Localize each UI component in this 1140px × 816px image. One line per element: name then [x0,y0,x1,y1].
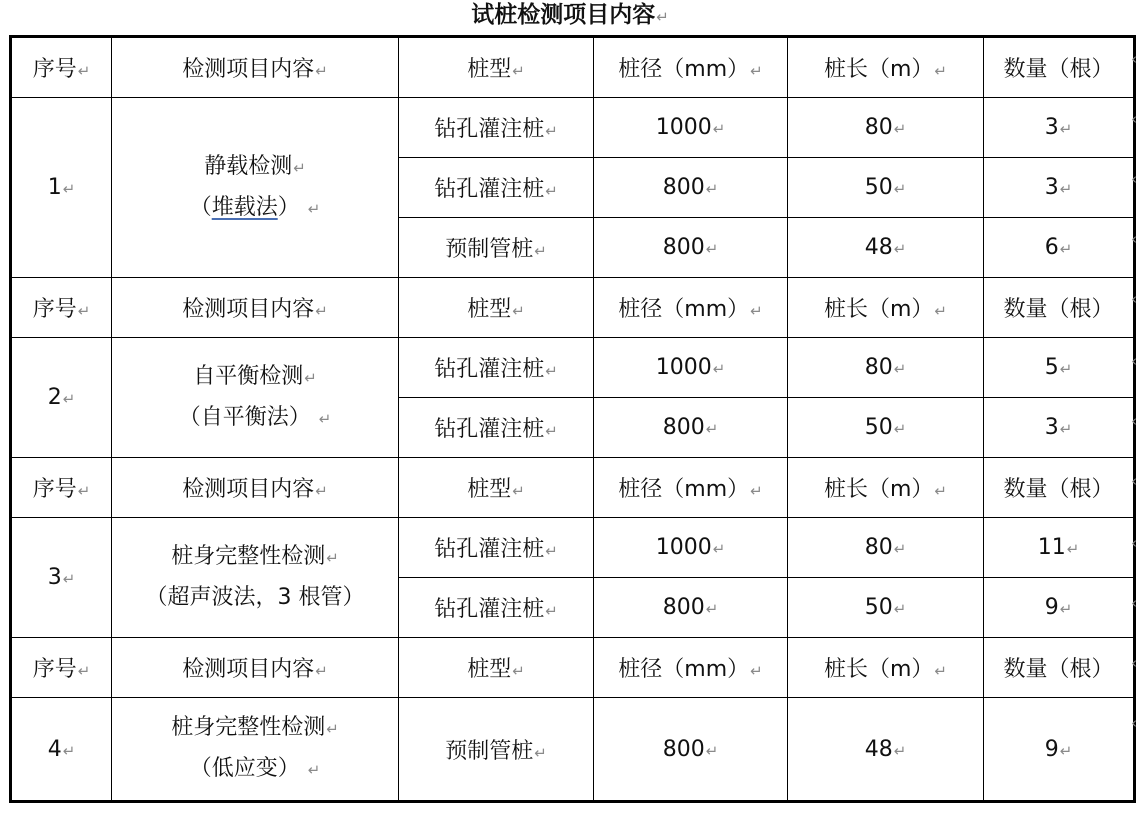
paragraph-mark-icon: ↵ [307,199,321,218]
cell-length: 80↵ [788,518,984,578]
cell-length: 80↵ [788,98,984,158]
paragraph-mark-icon: ↵ [77,62,91,80]
header-cell-index: 序号↵ [11,278,112,338]
end-of-row-mark-icon: ‹ [1131,714,1137,732]
cell-index: 2↵ [11,338,112,458]
paragraph-mark-icon: ↵ [705,741,719,760]
header-cell-count: 数量（根） [984,458,1135,518]
paragraph-mark-icon: ↵ [77,302,91,320]
header-cell-pile-type: 桩型↵ [399,278,594,338]
header-cell-index: 序号↵ [11,638,112,698]
cell-diameter: 800↵ [594,698,788,802]
cell-item: 静载检测↵ （堆载法） ↵ [112,98,399,278]
cell-length: 80↵ [788,338,984,398]
cell-diameter: 800↵ [594,578,788,638]
end-of-row-mark-icon: ‹ [1131,170,1137,188]
header-cell-count: 数量（根） [984,278,1135,338]
paragraph-mark-icon: ↵ [545,182,558,200]
cell-pile-type: 钻孔灌注桩↵ [399,518,594,578]
header-cell-diameter: 桩径（mm）↵ [594,638,788,698]
underlined-term: 堆载法 [211,194,278,220]
paragraph-mark-icon: ↵ [545,422,558,440]
table-header-row [11,458,1135,518]
pile-test-table [9,35,1136,803]
end-of-row-mark-icon: ‹ [1131,230,1137,248]
paragraph-mark-icon: ↵ [315,662,328,680]
cell-count: 3↵ [984,398,1135,458]
paragraph-mark-icon: ↵ [712,540,726,558]
cell-length: 50↵ [788,158,984,218]
cell-count: 11↵ [984,518,1135,578]
header-cell-item: 检测项目内容↵ [112,37,399,98]
cell-count: 3↵ [984,158,1135,218]
table-row [11,98,1135,158]
cell-item: 桩身完整性检测↵ （低应变） ↵ [112,698,399,802]
paragraph-mark-icon: ↵ [934,662,947,680]
header-cell-length: 桩长（m）↵ [788,458,984,518]
cell-length: 50↵ [788,398,984,458]
header-cell-length: 桩长（m）↵ [788,278,984,338]
cell-count: 3↵ [984,98,1135,158]
cell-pile-type: 预制管桩↵ [399,218,594,278]
cell-diameter: 800↵ [594,158,788,218]
cell-pile-type: 钻孔灌注桩↵ [399,398,594,458]
paragraph-mark-icon: ↵ [1059,240,1073,258]
end-of-row-mark-icon: ‹ [1131,290,1137,308]
paragraph-mark-icon: ↵ [315,302,328,320]
header-cell-length: 桩长（m）↵ [788,37,984,98]
header-cell-item: 检测项目内容↵ [112,458,399,518]
paragraph-mark-icon: ↵ [893,240,907,258]
cell-length: 48↵ [788,698,984,802]
paragraph-mark-icon: ↵ [656,8,669,26]
paragraph-mark-icon: ↵ [62,180,76,198]
paragraph-mark-icon: ↵ [304,368,317,387]
paragraph-mark-icon: ↵ [326,720,339,738]
cell-diameter: 1000↵ [594,518,788,578]
cell-diameter: 1000↵ [594,98,788,158]
paragraph-mark-icon: ↵ [705,420,719,438]
cell-pile-type: 钻孔灌注桩↵ [399,158,594,218]
paragraph-mark-icon: ↵ [62,741,76,760]
table-header-row [11,278,1135,338]
cell-pile-type: 钻孔灌注桩↵ [399,338,594,398]
paragraph-mark-icon: ↵ [512,482,525,500]
header-cell-pile-type: 桩型↵ [399,638,594,698]
paragraph-mark-icon: ↵ [705,240,719,258]
end-of-row-mark-icon: ‹ [1131,534,1137,552]
cell-pile-type: 钻孔灌注桩↵ [399,578,594,638]
paragraph-mark-icon: ↵ [934,62,947,80]
header-cell-item: 检测项目内容↵ [112,278,399,338]
table-header-row [11,37,1135,98]
header-cell-pile-type: 桩型↵ [399,37,594,98]
header-cell-length: 桩长（m）↵ [788,638,984,698]
paragraph-mark-icon: ↵ [750,482,763,500]
cell-pile-type: 预制管桩↵ [399,698,594,802]
end-of-row-mark-icon: ‹ [1131,472,1137,490]
cell-count: 9↵ [984,578,1135,638]
end-of-row-mark-icon: ‹ [1131,412,1137,430]
paragraph-mark-icon: ↵ [62,390,76,408]
cell-diameter: 1000↵ [594,338,788,398]
header-cell-diameter: 桩径（mm）↵ [594,278,788,338]
header-cell-pile-type: 桩型↵ [399,458,594,518]
paragraph-mark-icon: ↵ [893,120,907,138]
table-row [11,338,1135,398]
paragraph-mark-icon: ↵ [545,542,558,560]
paragraph-mark-icon: ↵ [534,743,547,762]
cell-index: 4↵ [11,698,112,802]
table-row [11,698,1135,802]
paragraph-mark-icon: ↵ [893,180,907,198]
cell-count: 9↵ [984,698,1135,802]
cell-length: 50↵ [788,578,984,638]
paragraph-mark-icon: ↵ [934,482,947,500]
document-title [0,0,1140,32]
cell-count: 6↵ [984,218,1135,278]
cell-length: 48↵ [788,218,984,278]
paragraph-mark-icon: ↵ [293,158,306,177]
paragraph-mark-icon: ↵ [545,122,558,140]
cell-item: 自平衡检测↵ （自平衡法） ↵ [112,338,399,458]
paragraph-mark-icon: ↵ [1059,741,1073,760]
paragraph-mark-icon: ↵ [318,409,332,428]
paragraph-mark-icon: ↵ [62,570,76,588]
paragraph-mark-icon: ↵ [712,360,726,378]
paragraph-mark-icon: ↵ [934,302,947,320]
end-of-row-mark-icon: ‹ [1131,50,1137,68]
paragraph-mark-icon: ↵ [705,180,719,198]
paragraph-mark-icon: ↵ [750,662,763,680]
paragraph-mark-icon: ↵ [1059,360,1073,378]
paragraph-mark-icon: ↵ [77,482,91,500]
paragraph-mark-icon: ↵ [307,761,321,779]
paragraph-mark-icon: ↵ [315,482,328,500]
header-cell-diameter: 桩径（mm）↵ [594,37,788,98]
paragraph-mark-icon: ↵ [1059,120,1073,138]
paragraph-mark-icon: ↵ [512,62,525,80]
paragraph-mark-icon: ↵ [512,302,525,320]
cell-item: 桩身完整性检测↵ （超声波法，3 根管） [112,518,399,638]
paragraph-mark-icon: ↵ [893,360,907,378]
paragraph-mark-icon: ↵ [534,242,547,260]
header-cell-index: 序号↵ [11,458,112,518]
end-of-row-mark-icon: ‹ [1131,110,1137,128]
paragraph-mark-icon: ↵ [545,602,558,620]
paragraph-mark-icon: ↵ [893,600,907,618]
paragraph-mark-icon: ↵ [712,120,726,138]
cell-diameter: 800↵ [594,398,788,458]
end-of-row-mark-icon: ‹ [1131,352,1137,370]
end-of-row-mark-icon: ‹ [1131,594,1137,612]
paragraph-mark-icon: ↵ [893,420,907,438]
paragraph-mark-icon: ↵ [315,62,328,80]
paragraph-mark-icon: ↵ [512,662,525,680]
header-cell-item: 检测项目内容↵ [112,638,399,698]
paragraph-mark-icon: ↵ [1059,600,1073,618]
paragraph-mark-icon: ↵ [750,62,763,80]
paragraph-mark-icon: ↵ [326,549,339,567]
table-header-row [11,638,1135,698]
paragraph-mark-icon: ↵ [705,600,719,618]
document-title-text: 试桩检测项目内容 [471,2,656,28]
paragraph-mark-icon: ↵ [1059,420,1073,438]
cell-pile-type: 钻孔灌注桩↵ [399,98,594,158]
paragraph-mark-icon: ↵ [1059,180,1073,198]
end-of-row-mark-icon: ‹ [1131,654,1137,672]
paragraph-mark-icon: ↵ [893,540,907,558]
header-cell-count: 数量（根） [984,37,1135,98]
header-cell-diameter: 桩径（mm）↵ [594,458,788,518]
cell-index: 3↵ [11,518,112,638]
cell-diameter: 800↵ [594,218,788,278]
header-cell-index: 序号↵ [11,37,112,98]
table-row [11,518,1135,578]
paragraph-mark-icon: ↵ [750,302,763,320]
cell-count: 5↵ [984,338,1135,398]
paragraph-mark-icon: ↵ [893,741,907,760]
paragraph-mark-icon: ↵ [545,362,558,380]
paragraph-mark-icon: ↵ [77,662,91,680]
header-cell-count: 数量（根） [984,638,1135,698]
cell-index: 1↵ [11,98,112,278]
paragraph-mark-icon: ↵ [1066,540,1080,558]
end-of-row-marks [1131,35,1140,815]
